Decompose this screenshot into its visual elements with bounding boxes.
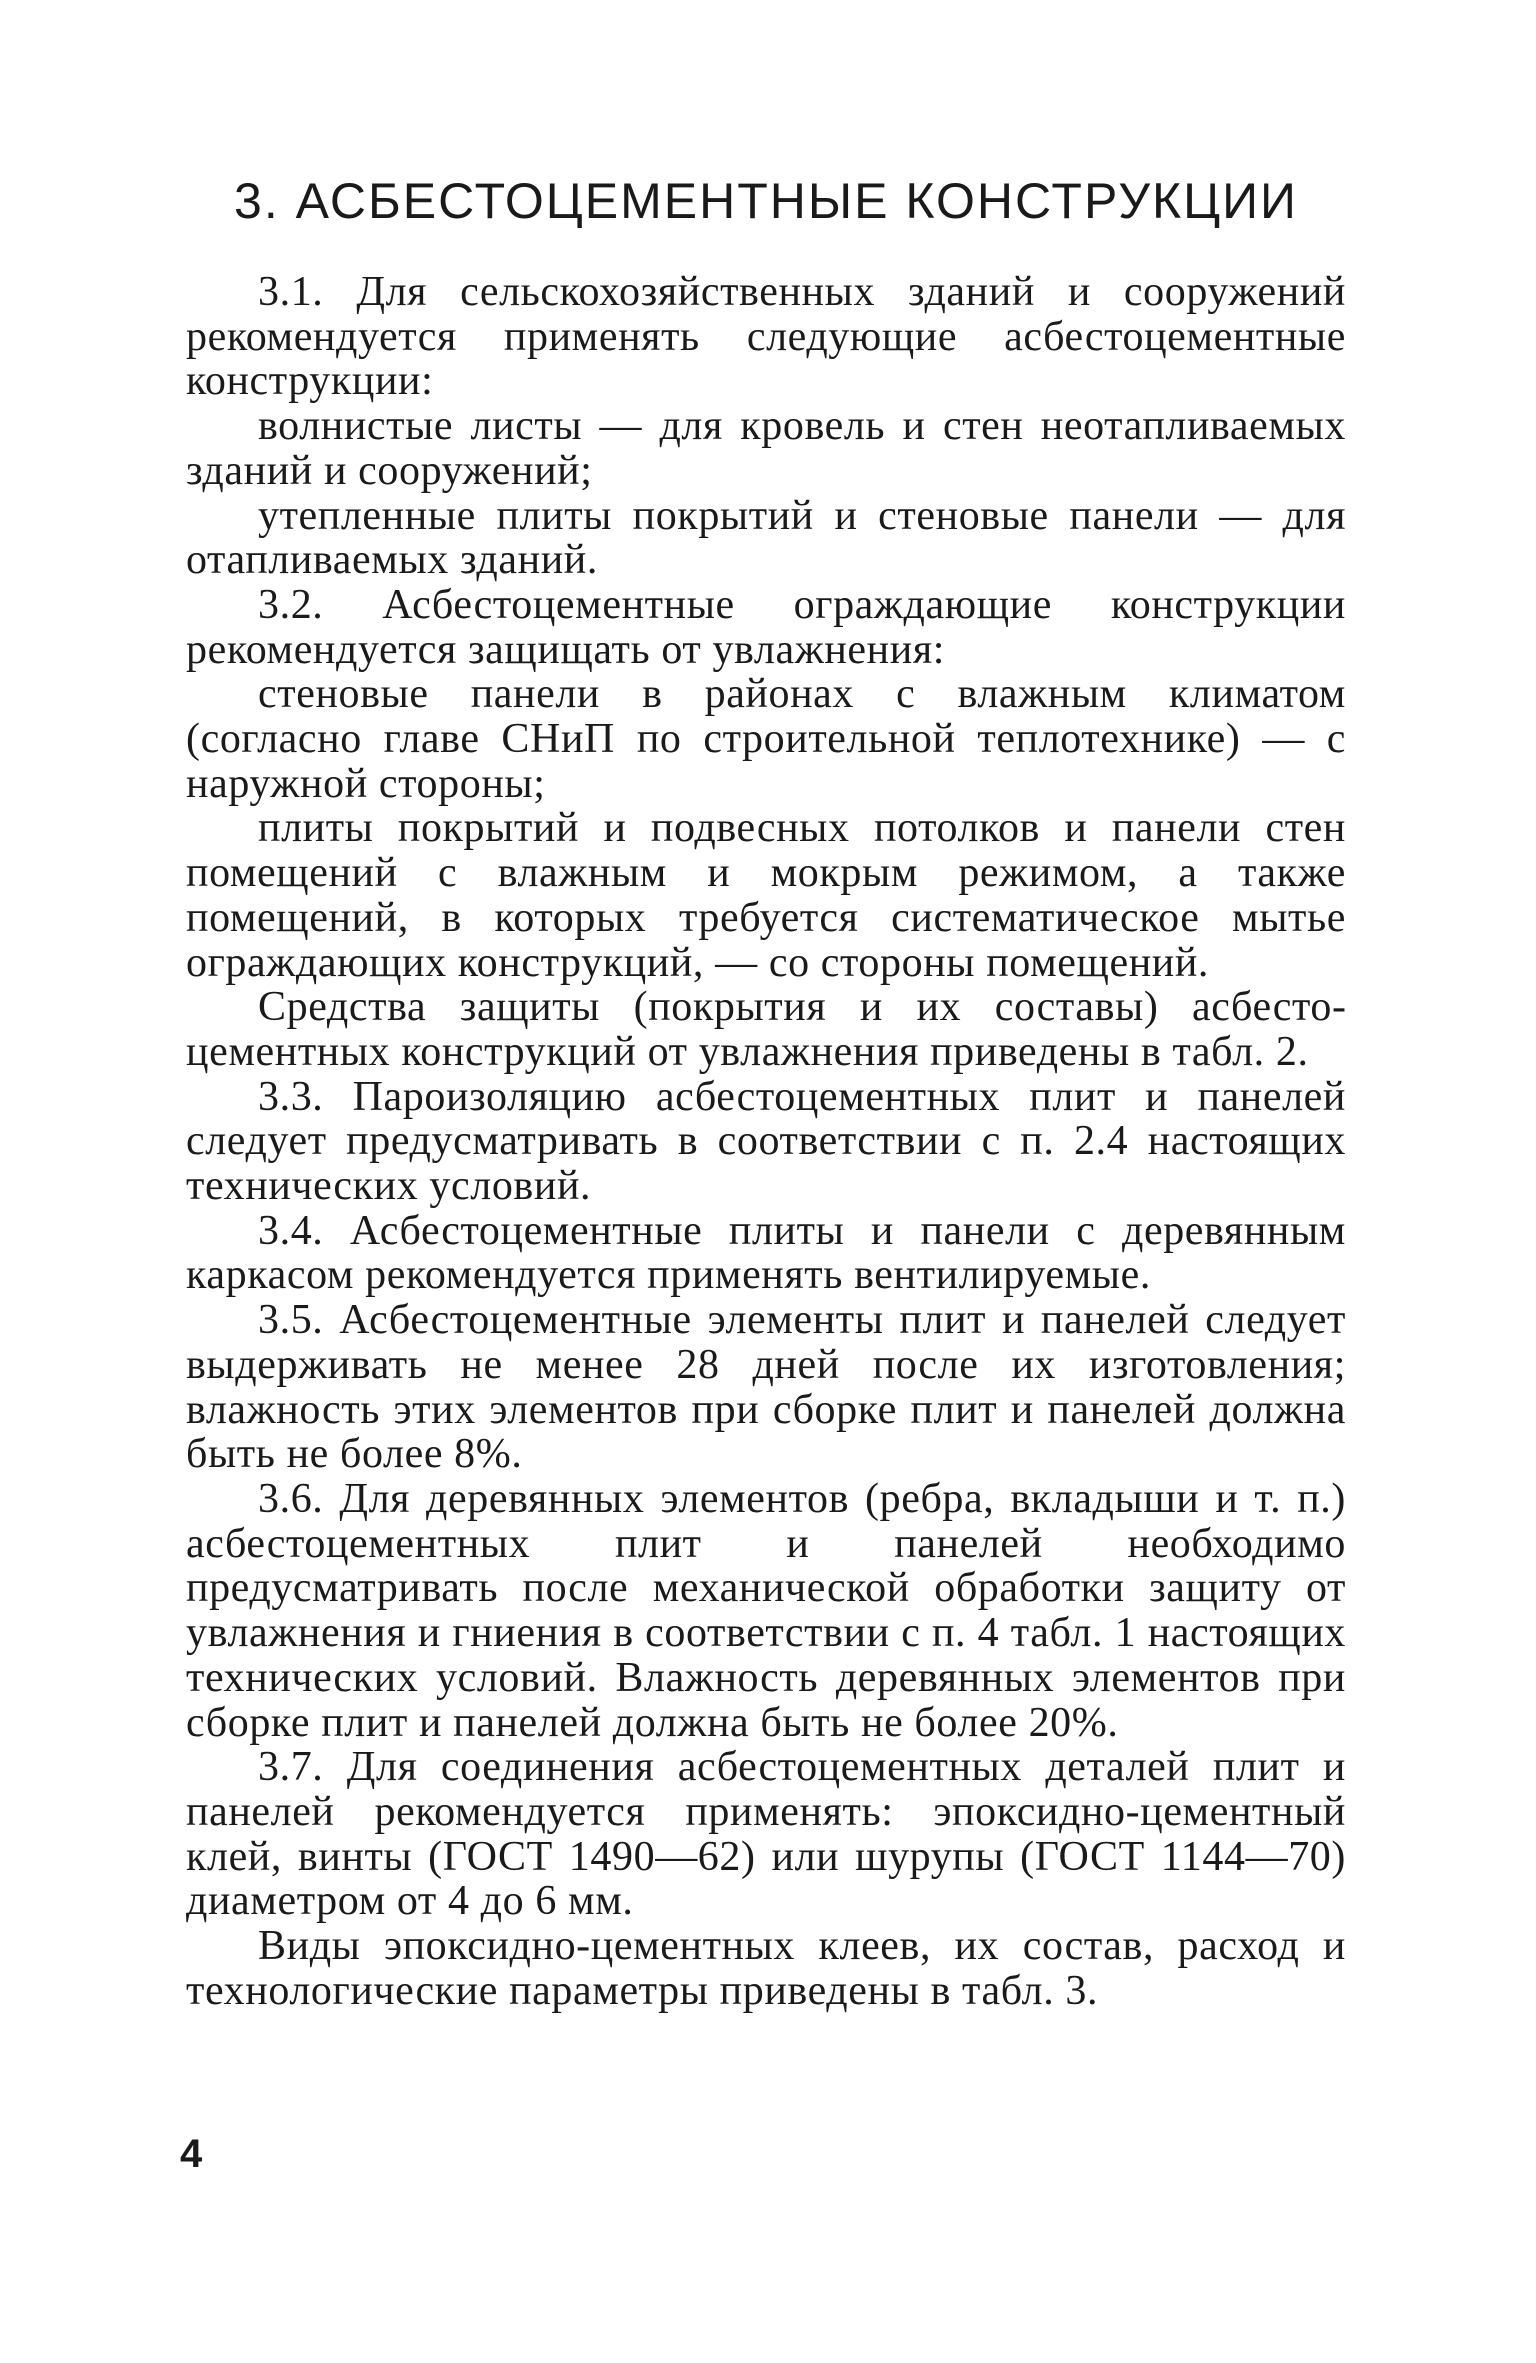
paragraph-wall-panels: стеновые панели в районах с влажным климатом (согласно главе СНиП по строительной теплотехнике) — с наружной стороны; <box>186 671 1346 807</box>
paragraph-3-7: 3.7. Для соединения асбестоцементных деталей плит и панелей рекомендуется применять: эпоксидно-цементный клей, винты (ГОСТ 1490—62) или шурупы (ГОСТ 1144—70) диаметром от 4 до 6 мм. <box>186 1744 1346 1925</box>
paragraph-ceiling-slabs: плиты покрытий и подвесных потолков и панели стен помещений с влажным и мокрым режимом, а также помещений, в которых требуется систематическое мытье ограждающих конструкций, — со стороны помещений. <box>186 805 1346 986</box>
paragraph-protection-means: Средства защиты (покрытия и их составы) асбестоцементных конструкций от увлажнения приведены в табл. 2. <box>186 984 1346 1075</box>
paragraph-wavy-sheets: волнистые листы — для кровель и стен неотапливаемых зданий и сооружений; <box>186 403 1346 494</box>
paragraph-3-3: 3.3. Пароизоляцию асбестоцементных плит и панелей следует предусматривать в соответствии с п. 2.4 настоящих технических условий. <box>186 1073 1346 1210</box>
paragraph-3-4: 3.4. Асбестоцементные плиты и панели с деревянным каркасом рекомендуется применять вентилируемые. <box>186 1207 1346 1299</box>
paragraph-insulated-slabs: утепленные плиты покрытий и стеновые панели — для отапливаемых зданий. <box>186 492 1346 584</box>
body-text <box>186 270 1346 2013</box>
paragraph-3-2: 3.2. Асбестоцементные ограждающие конструкции рекомендуется защищать от увлажнения: <box>186 581 1346 673</box>
paragraph-3-6: 3.6. Для деревянных элементов (ребра, вкладыши и т. п.) асбестоцементных плит и панелей необходимо предусматривать после механической обработки защиту от увлажнения и гниения в соответствии с п. 4 табл. 1 настоящих технических условий. Влажность деревянных элементов при сборке плит и панелей должна быть не более 20%. <box>186 1475 1346 1746</box>
section-heading: 3. АСБЕСТОЦЕМЕНТНЫЕ КОНСТРУКЦИИ <box>234 173 1298 229</box>
page-number: 4 <box>180 2132 203 2176</box>
paragraph-3-1: 3.1. Для сельскохозяйственных зданий и сооружений рекомендуется применять следующие асбестоцементные конструкции: <box>186 269 1346 405</box>
paragraph-adhesive-types: Виды эпоксидно-цементных клеев, их состав, расход и технологические параметры приведены в табл. 3. <box>186 1923 1346 2014</box>
paragraph-3-5: 3.5. Асбестоцементные элементы плит и панелей следует выдерживать не менее 28 дней после их изготовления; влажность этих элементов при сборке плит и панелей должна быть не более 8%. <box>186 1297 1346 1478</box>
